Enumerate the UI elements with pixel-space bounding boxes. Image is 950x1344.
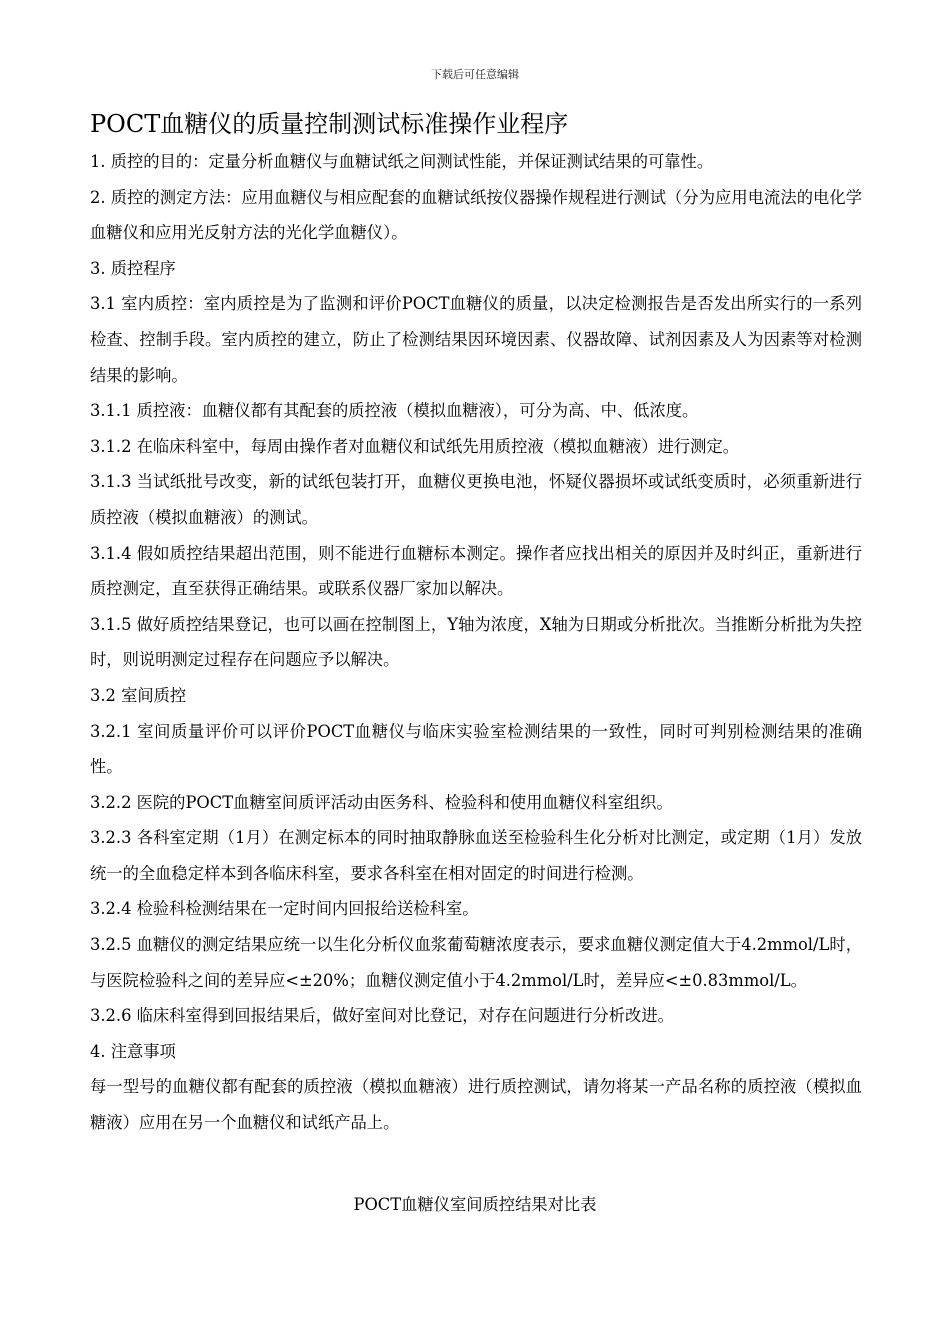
table-title: POCT血糖仪室间质控结果对比表 [353,1195,597,1214]
paragraph-1: 1. 质控的目的：定量分析血糖仪与血糖试纸之间测试性能，并保证测试结果的可靠性。 [90,152,714,171]
document-title: POCT血糖仪的质量控制测试标准操作业程序 [90,110,569,138]
paragraph-3-1-4: 3.1.4 假如质控结果超出范围，则不能进行血糖标本测定。操作者应找出相关的原因并及时纠正，重新进行质控测定，直至获得正确结果。或联系仪器厂家加以解决。 [90,543,862,599]
paragraph-3-2: 3.2 室间质控 [90,685,187,705]
paragraph-2: 2. 质控的测定方法：应用血糖仪与相应配套的血糖试纸按仪器操作规程进行测试（分为应用电流法的电化学血糖仪和应用光反射方法的光化学血糖仪）。 [90,187,862,243]
paragraph-4: 4. 注意事项 [90,1041,176,1061]
paragraph-3-1-1: 3.1.1 质控液：血糖仪都有其配套的质控液（模拟血糖液），可分为高、中、低浓度。 [90,401,699,421]
paragraph-notes: 每一型号的血糖仪都有配套的质控液（模拟血糖液）进行质控测试，请勿将某一产品名称的质控液（模拟血糖液）应用在另一个血糖仪和试纸产品上。 [90,1077,862,1133]
paragraph-3-1-3: 3.1.3 当试纸批号改变，新的试纸包装打开，血糖仪更换电池，怀疑仪器损坏或试纸变质时，必须重新进行质控液（模拟血糖液）的测试。 [90,472,862,527]
paragraph-3-2-4: 3.2.4 检验科检测结果在一定时间内回报给送检科室。 [90,899,479,919]
paragraph-3-1: 3.1 室内质控：室内质控是为了监测和评价POCT血糖仪的质量，以决定检测报告是否发出所实行的一系列检查、控制手段。室内质控的建立，防止了检测结果因环境因素、仪器故障、试剂因素及人为因素等对检测结果的影响。 [90,294,862,385]
paragraph-3-1-5: 3.1.5 做好质控结果登记，也可以画在控制图上，Y轴为浓度，X轴为日期或分析批次。当推断分析批为失控时，则说明测定过程存在问题应予以解决。 [90,614,862,670]
paragraph-3: 3. 质控程序 [90,258,176,278]
header-note: 下载后可任意编辑 [431,68,519,81]
paragraph-3-2-3: 3.2.3 各科室定期（1月）在测定标本的同时抽取静脉血送至检验科生化分析对比测定，或定期（1月）发放统一的全血稳定样本到各临床科室，要求各科室在相对固定的时间进行检测。 [90,828,862,883]
paragraph-3-2-1: 3.2.1 室间质量评价可以评价POCT血糖仪与临床实验室检测结果的一致性，同时可判别检测结果的准确性。 [90,721,862,777]
paragraph-3-2-5: 3.2.5 血糖仪的测定结果应统一以生化分析仪血浆葡萄糖浓度表示，要求血糖仪测定值大于4.2mmol/L时，与医院检验科之间的差异应<±20%；血糖仪测定值小于4.2mmol/L时，差异应<±0.83mmol/L。 [90,935,862,990]
paragraph-3-2-6: 3.2.6 临床科室得到回报结果后，做好室间对比登记，对存在问题进行分析改进。 [90,1006,674,1026]
document-body [90,144,862,1141]
paragraph-3-1-2: 3.1.2 在临床科室中，每周由操作者对血糖仪和试纸先用质控液（模拟血糖液）进行测定。 [90,436,740,456]
paragraph-3-2-2: 3.2.2 医院的POCT血糖室间质评活动由医务科、检验科和使用血糖仪科室组织。 [90,792,673,812]
